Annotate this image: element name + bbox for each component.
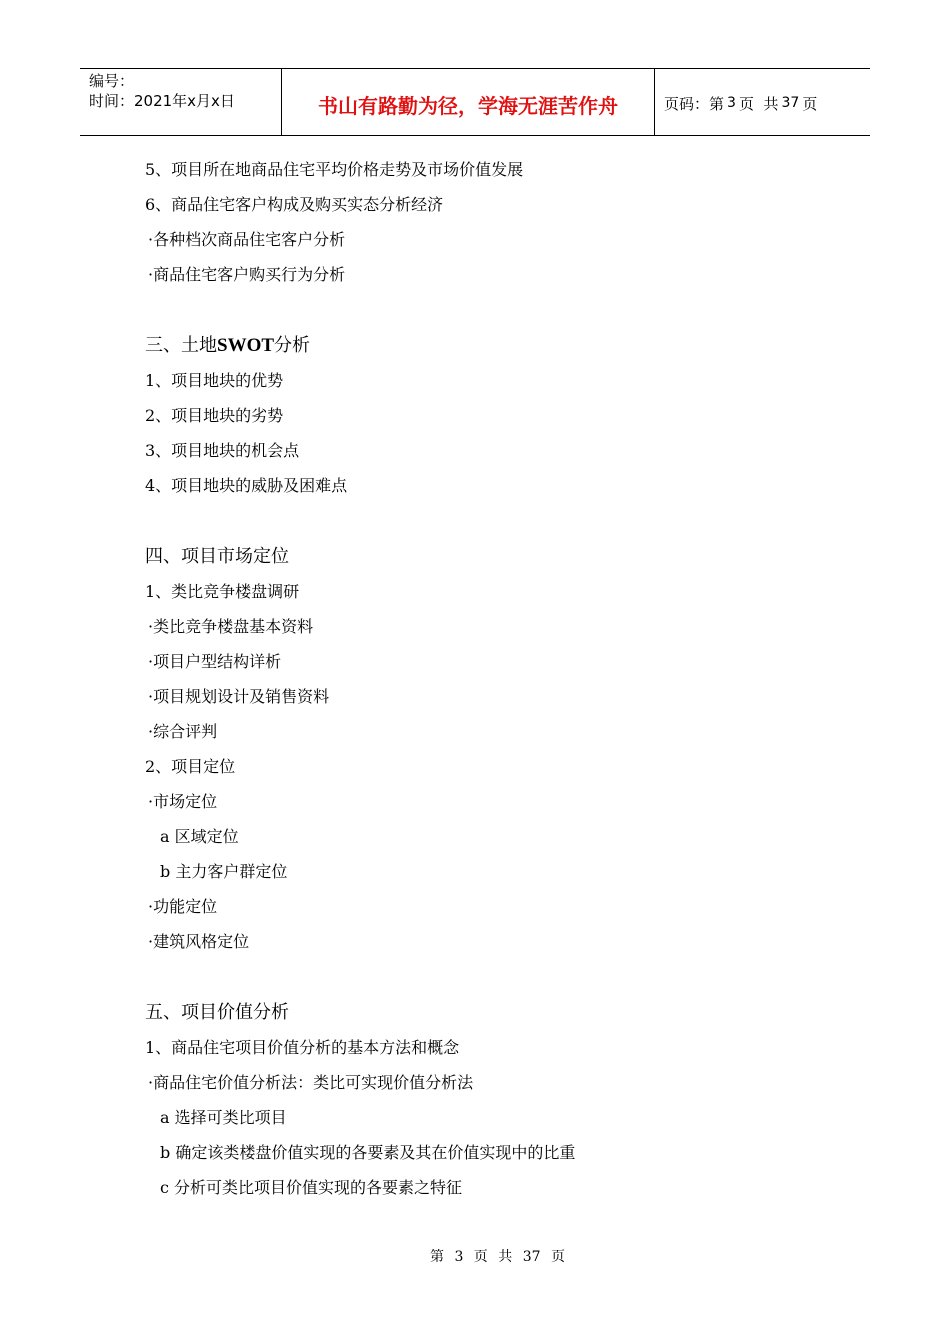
section-heading-swot [145, 328, 845, 363]
header-info-cell [80, 69, 282, 135]
list-item: b 确定该类楼盘价值实现的各要素及其在价值实现中的比重 [160, 1143, 576, 1162]
page-mid: 页 共 [738, 94, 779, 113]
date-label: 时间：2021年x月x日 [89, 92, 235, 110]
heading-latin: SWOT [217, 335, 275, 356]
document-body [145, 152, 845, 1205]
header-motto: 书山有路勤为径，学海无涯苦作舟 [282, 69, 655, 135]
serial-number-label: 编号： [89, 72, 135, 90]
list-item: ·类比竞争楼盘基本资料 [148, 617, 314, 636]
list-item: 1、类比竞争楼盘调研 [145, 582, 300, 601]
list-item: 1、项目地块的优势 [145, 371, 284, 390]
header-page-info [655, 69, 870, 135]
list-item: ·各种档次商品住宅客户分析 [148, 230, 346, 249]
list-item: ·商品住宅客户购买行为分析 [148, 265, 346, 284]
list-item: 5、项目所在地商品住宅平均价格走势及市场价值发展 [145, 160, 524, 179]
heading-suffix: 分析 [274, 335, 311, 356]
section-heading-market-positioning: 四、项目市场定位 [145, 546, 289, 567]
list-item: ·商品住宅价值分析法：类比可实现价值分析法 [148, 1073, 474, 1092]
page-prefix: 页码：第 [664, 94, 725, 113]
page-header [80, 68, 870, 136]
list-item: c 分析可类比项目价值实现的各要素之特征 [160, 1178, 463, 1197]
list-item: 1、商品住宅项目价值分析的基本方法和概念 [145, 1038, 460, 1057]
list-item: ·建筑风格定位 [148, 932, 250, 951]
list-item: ·功能定位 [148, 897, 218, 916]
list-item: ·项目户型结构详析 [148, 652, 282, 671]
section-heading-value-analysis: 五、项目价值分析 [145, 1002, 289, 1023]
list-item: ·市场定位 [148, 792, 218, 811]
list-item: ·项目规划设计及销售资料 [148, 687, 330, 706]
list-item: 2、项目地块的劣势 [145, 406, 284, 425]
list-item: 3、项目地块的机会点 [145, 441, 300, 460]
page-current: 3 [727, 95, 736, 111]
page-footer: 第 3 页 共 37 页 [430, 1249, 565, 1265]
page-total: 37 [781, 95, 800, 111]
list-item: 6、商品住宅客户构成及购买实态分析经济 [145, 195, 444, 214]
heading-prefix: 三、土地 [145, 335, 217, 356]
list-item: 2、项目定位 [145, 757, 236, 776]
list-item: 4、项目地块的威胁及困难点 [145, 476, 348, 495]
list-item: a 区域定位 [160, 827, 239, 846]
list-item: ·综合评判 [148, 722, 218, 741]
list-item: a 选择可类比项目 [160, 1108, 287, 1127]
list-item: b 主力客户群定位 [160, 862, 288, 881]
page-suffix: 页 [802, 94, 818, 113]
